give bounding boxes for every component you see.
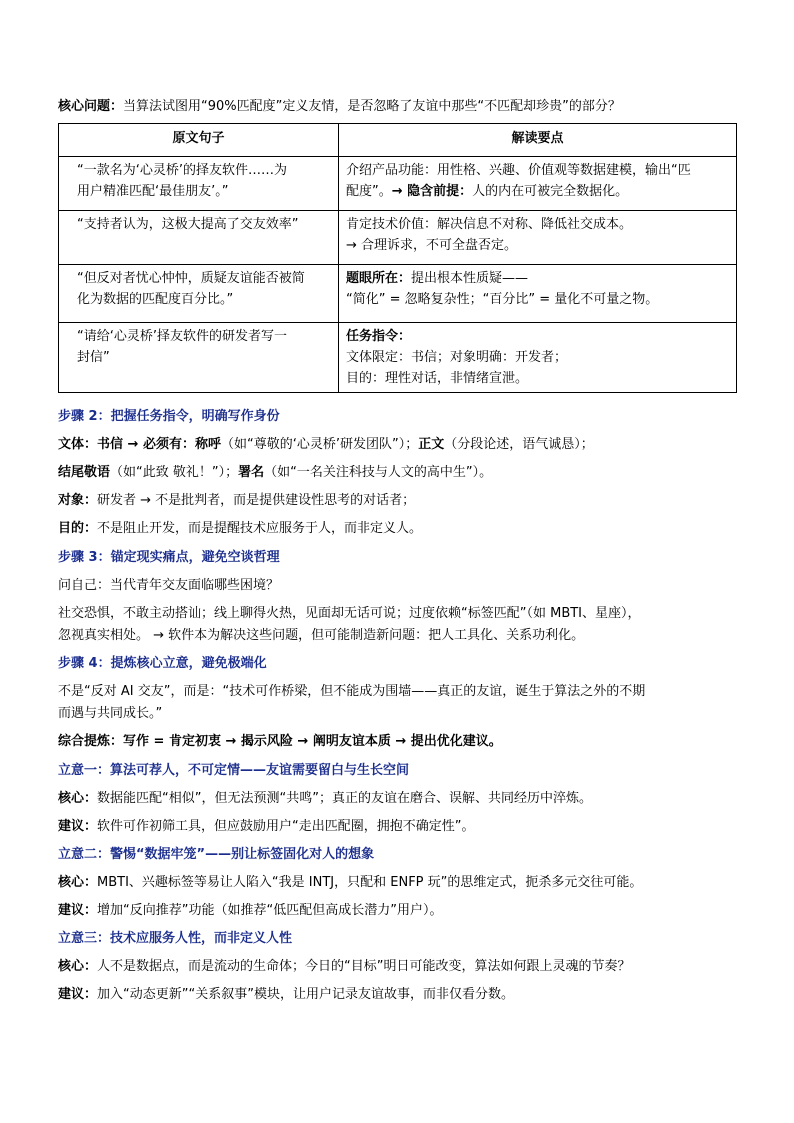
step4-paragraph-line2: 而遇与共同成长。”: [58, 706, 163, 721]
idea1-core: 核心：数据能匹配“相似”，但无法预测“共鸣”；真正的友谊在磨合、误解、共同经历中淬炼。: [58, 791, 592, 806]
step4-heading: 步骤 4：提炼核心立意，避免极端化: [58, 656, 267, 671]
table-row: [59, 211, 737, 265]
table-cell-original: “请给‘心灵桥’择友软件的研发者写一 封信”: [59, 323, 339, 393]
step2-heading: 步骤 2：把握任务指令，明确写作身份: [58, 409, 280, 424]
step2-audience: 对象：研发者 → 不是批判者，而是提供建设性思考的对话者；: [58, 493, 416, 508]
table-cell-interpretation: 肯定技术价值：解决信息不对称、降低社交成本。 → 合理诉求，不可全盘否定。: [339, 211, 737, 265]
idea1-suggestion: 建议：软件可作初筛工具，但应鼓励用户“走出匹配圈，拥抱不确定性”。: [58, 819, 475, 834]
step3-paragraph-line1: 社交恐惧，不敢主动搭讪；线上聊得火热，见面却无话可说；过度依赖“标签匹配”（如 MBTI、星座），: [58, 606, 641, 621]
table-cell-original: “一款名为‘心灵桥’的择友软件……为 用户精准匹配‘最佳朋友’。”: [59, 157, 339, 211]
idea3-heading: 立意三：技术应服务人性，而非定义人性: [58, 931, 293, 946]
idea2-core: 核心：MBTI、兴趣标签等易让人陷入“我是 INTJ，只配和 ENFP 玩”的思维定式，扼杀多元交往可能。: [58, 875, 643, 890]
table-header-original: 原文句子: [59, 124, 339, 157]
step3-question: 问自己：当代青年交友面临哪些困境？: [58, 578, 280, 593]
table-row: [59, 323, 737, 393]
idea2-suggestion: 建议：增加“反向推荐”功能（如推荐“低匹配但高成长潜力”用户）。: [58, 903, 443, 918]
idea2-heading: 立意二：警惕“数据牢笼”——别让标签固化对人的想象: [58, 847, 375, 862]
table-header-interpretation: 解读要点: [339, 124, 737, 157]
core-question-text: 当算法试图用“90%匹配度”定义友情，是否忽略了友谊中那些“不匹配却珍贵”的部分？: [123, 99, 621, 114]
step4-summary: 综合提炼：写作 = 肯定初衷 → 揭示风险 → 阐明友谊本质 → 提出优化建议。: [58, 734, 502, 749]
core-question: [58, 97, 736, 117]
table-cell-interpretation: 介绍产品功能：用性格、兴趣、价值观等数据建模，输出“匹 配度”。→ 隐含前提：人的内在可被完全数据化。: [339, 157, 737, 211]
idea1-heading: 立意一：算法可荐人，不可定情——友谊需要留白与生长空间: [58, 763, 410, 778]
table-row: [59, 265, 737, 323]
table-cell-interpretation: 任务指令： 文体限定：书信；对象明确：开发者； 目的：理性对话，非情绪宣泄。: [339, 323, 737, 393]
table-cell-interpretation: 题眼所在：提出根本性质疑—— “简化” = 忽略复杂性；“百分比” = 量化不可量之物。: [339, 265, 737, 323]
table-cell-original: “支持者认为，这极大提高了交友效率”: [59, 211, 339, 265]
step4-paragraph-line1: 不是“反对 AI 交友”，而是：“技术可作桥梁，但不能成为围墙——真正的友谊，诞生于算法之外的不期: [58, 684, 646, 699]
step2-purpose: 目的：不是阻止开发，而是提醒技术应服务于人，而非定义人。: [58, 521, 423, 536]
table-header-row: [59, 124, 737, 157]
step3-heading: 步骤 3：锚定现实痛点，避免空谈哲理: [58, 550, 280, 565]
idea3-suggestion: 建议：加入“动态更新”“关系叙事”模块，让用户记录友谊故事，而非仅看分数。: [58, 987, 514, 1002]
idea3-core: 核心：人不是数据点，而是流动的生命体；今日的“目标”明日可能改变，算法如何跟上灵魂的节奏？: [58, 959, 631, 974]
step2-closing: 结尾敬语（如“此致 敬礼！”）；署名（如“一名关注科技与人文的高中生”）。: [58, 465, 493, 480]
step3-paragraph-line2: 忽视真实相处。 → 软件本为解决这些问题，但可能制造新问题：把人工具化、关系功利化。: [58, 628, 585, 643]
table-row: [59, 157, 737, 211]
table-cell-original: “但反对者忧心忡忡，质疑友谊能否被简 化为数据的匹配度百分比。”: [59, 265, 339, 323]
step2-genre: 文体：书信 → 必须有：称呼（如“尊敬的‘心灵桥’研发团队”）；正文（分段论述，语气诚恳）；: [58, 437, 594, 452]
analysis-table: [58, 123, 737, 393]
core-question-label: 核心问题：: [58, 99, 124, 114]
